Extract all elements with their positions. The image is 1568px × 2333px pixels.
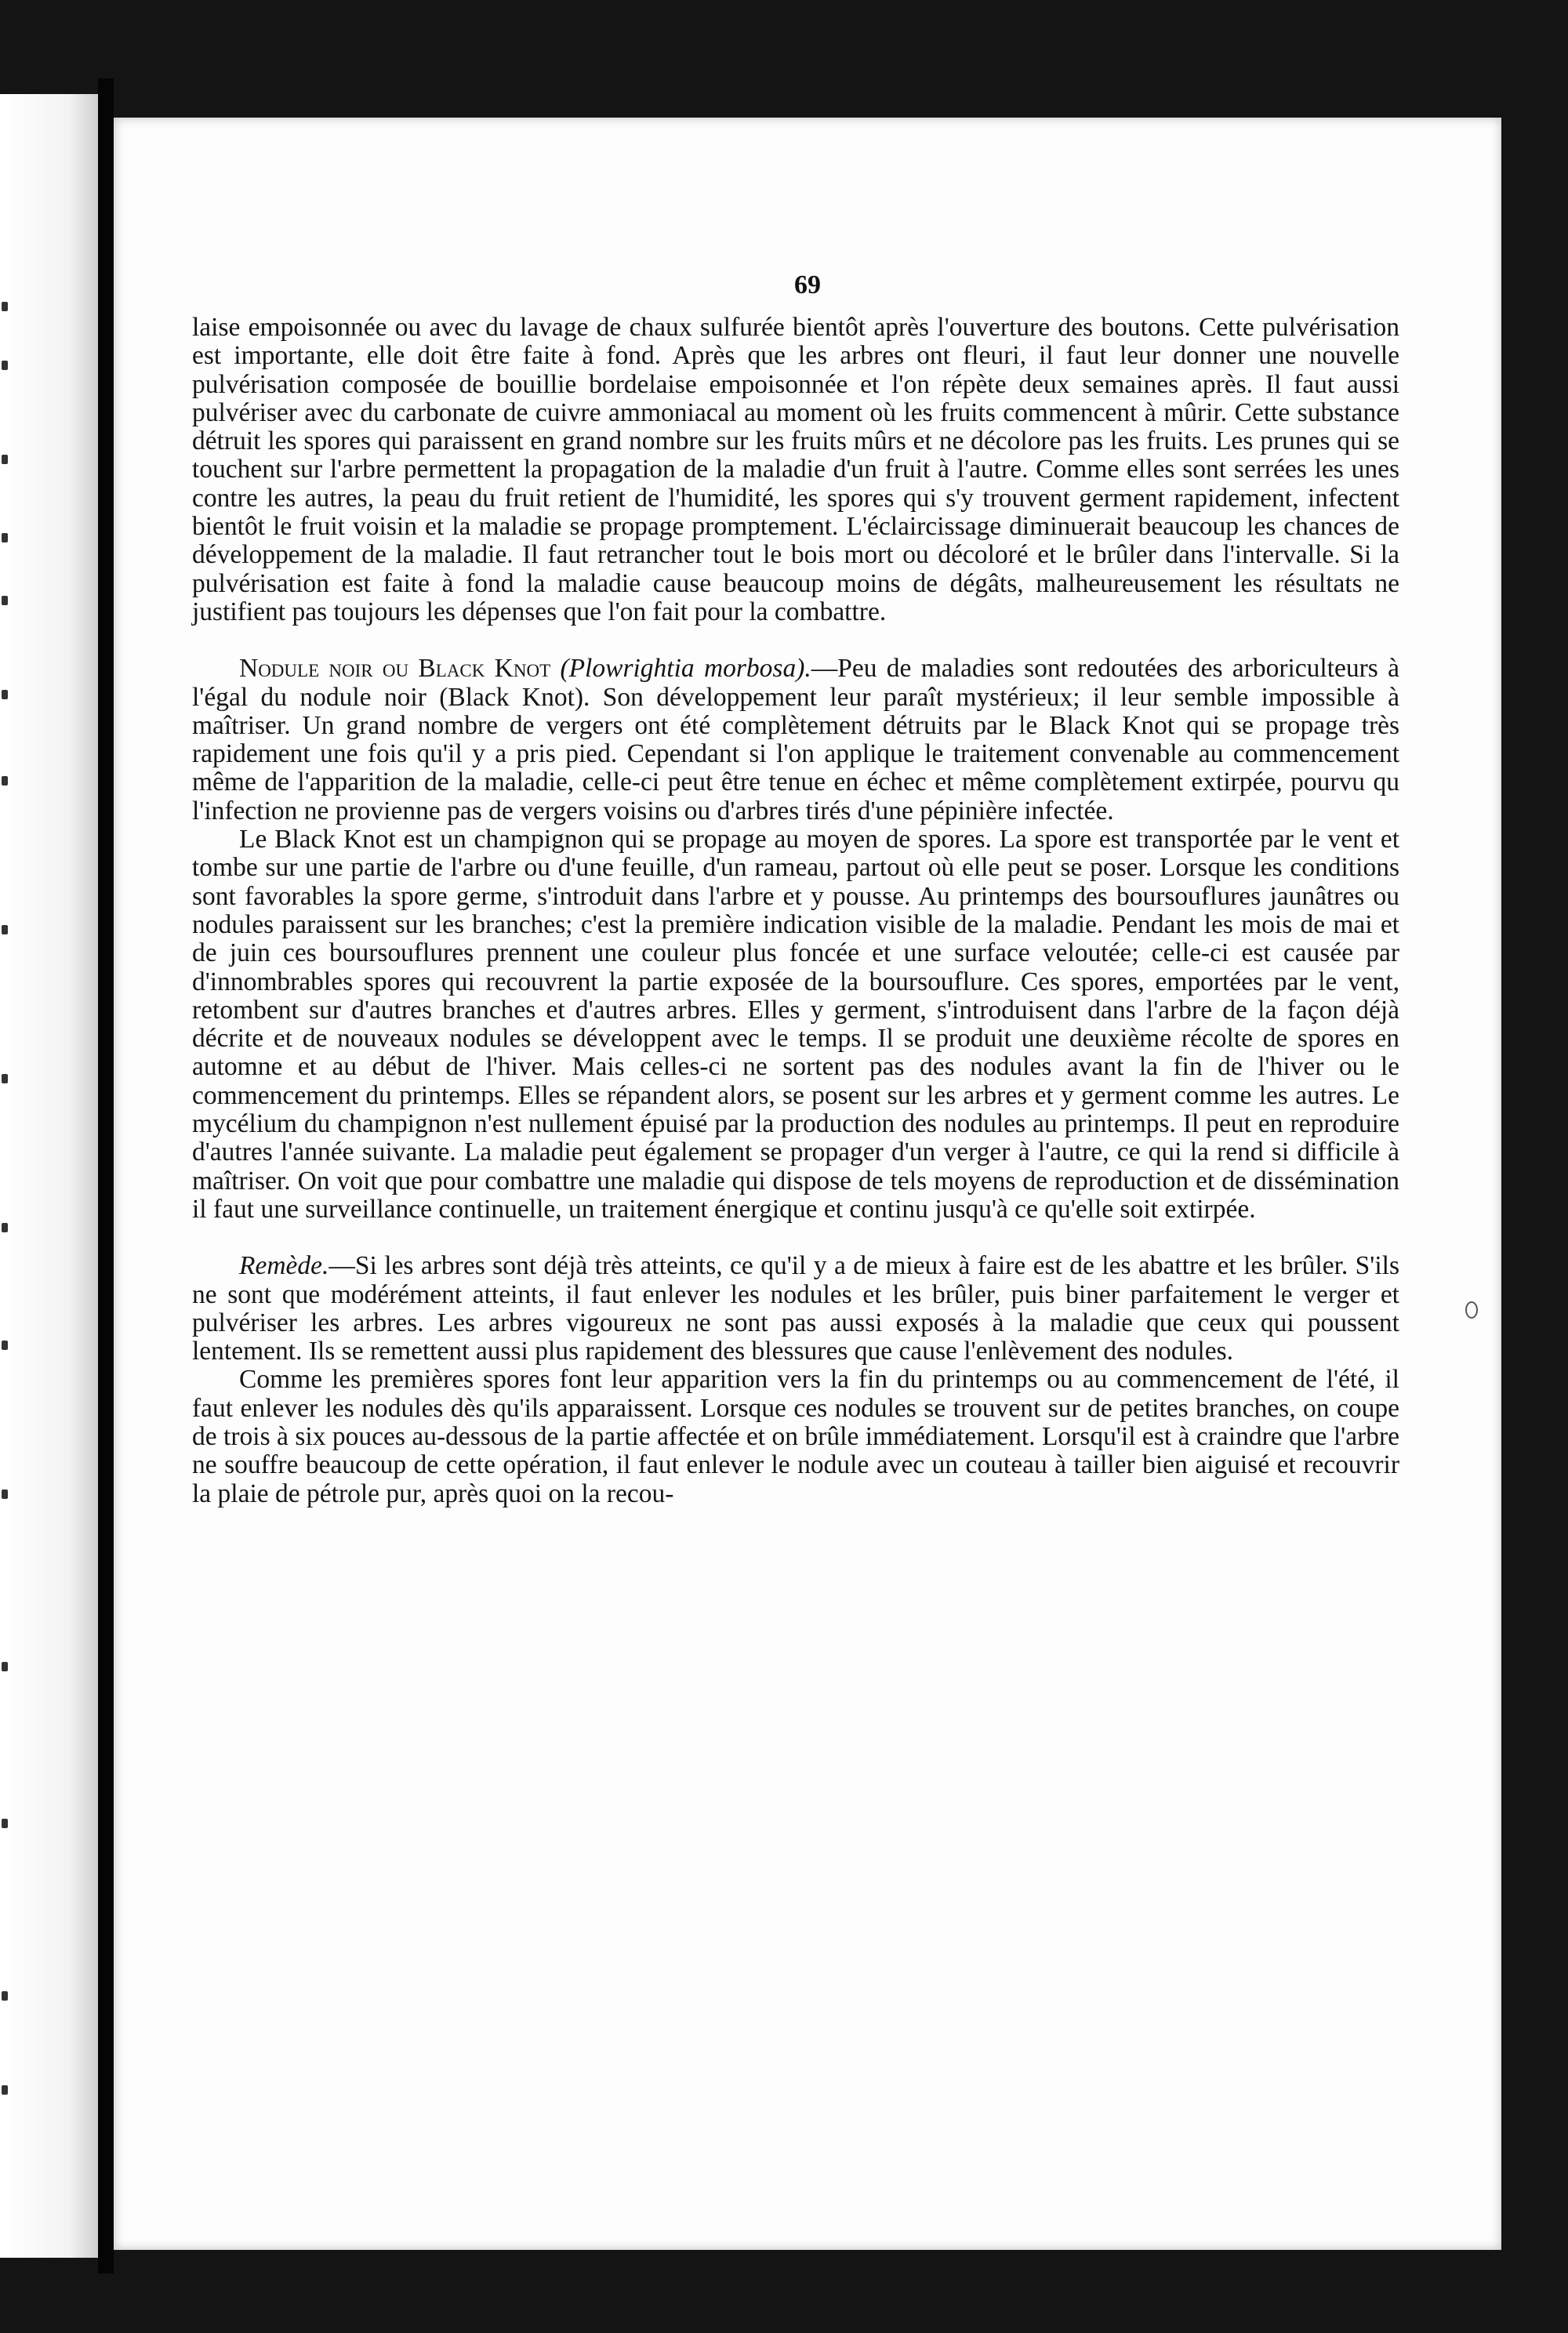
section-heading: Remède. [239, 1251, 329, 1281]
bleed-mark [2, 2085, 8, 2095]
bleed-mark [2, 1819, 8, 1828]
book-gutter [98, 78, 114, 2273]
latin-name: (Plowrightia morbosa). [560, 654, 811, 684]
paragraph-black-knot [192, 655, 1399, 825]
bleed-mark [2, 1341, 8, 1350]
bleed-mark [2, 776, 8, 786]
section-heading: Nodule noir ou Black Knot [239, 654, 551, 684]
book-page [114, 118, 1501, 2250]
bleed-mark [2, 455, 8, 464]
bleed-mark [2, 1991, 8, 2001]
page-number: 69 [794, 270, 821, 299]
bleed-mark [2, 1223, 8, 1232]
paragraph-text: —Si les arbres sont déjà très atteints, ce qu'il y a de mieux à faire est de les abattre et les brûler. S'ils ne sont que modérément atteints, il faut enlever les nodules et les brûler, puis biner parfaitement le verger et pulvériser les arbres. Les arbres vigoureux ne sont pas aussi exposés à la maladie que ceux qui poussent lentement. Ils se remettent aussi plus rapidement des blessures que cause l'enlèvement des nodules. [192, 1251, 1399, 1366]
bleed-mark [2, 361, 8, 370]
bleed-mark [2, 302, 8, 311]
page-body [192, 314, 1399, 1508]
facing-page-edge [0, 94, 98, 2258]
paragraph-spring: Comme les premières spores font leur apparition vers la fin du printemps ou au commencement de l'été, il faut enlever les nodules dès qu'ils apparaissent. Lorsque ces nodules se trouvent sur de petites branches, on coupe de trois à six pouces au-dessous de la partie affectée et on brûle immédiatement. Lorsqu'il est à craindre que l'arbre ne souffre beaucoup de cette opération, il faut enlever le nodule avec un couteau à tailler bien aiguisé et recouvrir la plaie de pétrole pur, après quoi on la recou- [192, 1365, 1399, 1508]
bleed-mark [2, 596, 8, 605]
paragraph-text: —Peu de maladies sont redoutées des arboriculteurs à l'égal du nodule noir (Black Knot). Son développement leur paraît mystérieux; il leur semble impossible à maîtriser. Un grand nombre de vergers ont été complètement détruits par le Black Knot qui se propage très rapidement une fois qu'il y a pris pied. Cependant si l'on applique le traitement convenable au commencement même de l'apparition de la maladie, celle-ci peut être tenue en échec et même complètement extirpée, pourvu qu l'infection ne provienne pas de vergers voisins ou d'arbres tirés d'une pépinière infectée. [192, 654, 1399, 825]
bleed-mark [2, 1489, 8, 1499]
bleed-mark [2, 690, 8, 699]
scan-speck [1465, 1301, 1478, 1319]
paragraph-continued: laise empoisonnée ou avec du lavage de chaux sulfurée bientôt après l'ouverture des boutons. Cette pulvérisation est importante, elle doit être faite à fond. Après que les arbres ont fleuri, il faut leur donner une nouvelle pulvérisation composée de bouillie bordelaise empoisonnée et l'on répète deux semaines après. Il faut aussi pulvériser avec du carbonate de cuivre ammoniacal au moment où les fruits commencent à mûrir. Cette substance détruit les spores qui paraissent en grand nombre sur les fruits mûrs et ne décolore pas les fruits. Les prunes qui se touchent sur l'arbre permettent la propagation de la maladie d'un fruit à l'autre. Comme elles sont serrées les unes contre les autres, la peau du fruit retient de l'humidité, les spores qui s'y trouvent germent rapidement, infectent bientôt le fruit voisin et la maladie se propage promptement. L'éclaircissage diminuerait beaucoup les chances de développement de la maladie. Il faut retrancher tout le bois mort ou décoloré et le brûler dans l'intervalle. Si la pulvérisation est faite à fond la maladie cause beaucoup moins de dégâts, malheureusement les résultats ne justifient pas toujours les dépenses que l'on fait pour la combattre. [192, 313, 1399, 626]
bleed-mark [2, 1662, 8, 1671]
bleed-mark [2, 533, 8, 542]
paragraph-remedy [192, 1252, 1399, 1366]
bleed-mark [2, 1074, 8, 1083]
bleed-mark [2, 925, 8, 934]
paragraph-fungus: Le Black Knot est un champignon qui se propage au moyen de spores. La spore est transportée par le vent et tombe sur une partie de l'arbre ou d'une feuille, d'un rameau, partout où elle peut se poser. Lorsque les conditions sont favorables la spore germe, s'introduit dans l'arbre et y pousse. Au printemps des boursouflures jaunâtres ou nodules paraissent sur les branches; c'est la première indication visible de la maladie. Pendant les mois de mai et de juin ces boursouflures prennent une couleur plus foncée et une surface veloutée; celle-ci est causée par d'innombrables spores qui recouvrent la partie exposée de la boursouflure. Ces spores, emportées par le vent, retombent sur d'autres branches et d'autres arbres. Elles y germent, s'introduisent dans l'arbre de la façon déjà décrite et de nouveaux nodules se développent avec le temps. Il se produit une deuxième récolte de spores en automne et au début de l'hiver. Mais celles-ci ne sortent pas des nodules avant la fin de l'hiver ou le commencement du printemps. Elles se répandent alors, se posent sur les arbres et y germent comme les autres. Le mycélium du champignon n'est nullement épuisé par la production des nodules au printemps. Il peut en reproduire d'autres l'année suivante. La maladie peut également se propager d'un verger à l'autre, ce qui la rend si difficile à maîtriser. On voit que pour combattre une maladie qui dispose de tels moyens de reproduction et de dissémination il faut une surveillance continuelle, un traitement énergique et continu jusqu'à ce qu'elle soit extirpée. [192, 825, 1399, 1224]
